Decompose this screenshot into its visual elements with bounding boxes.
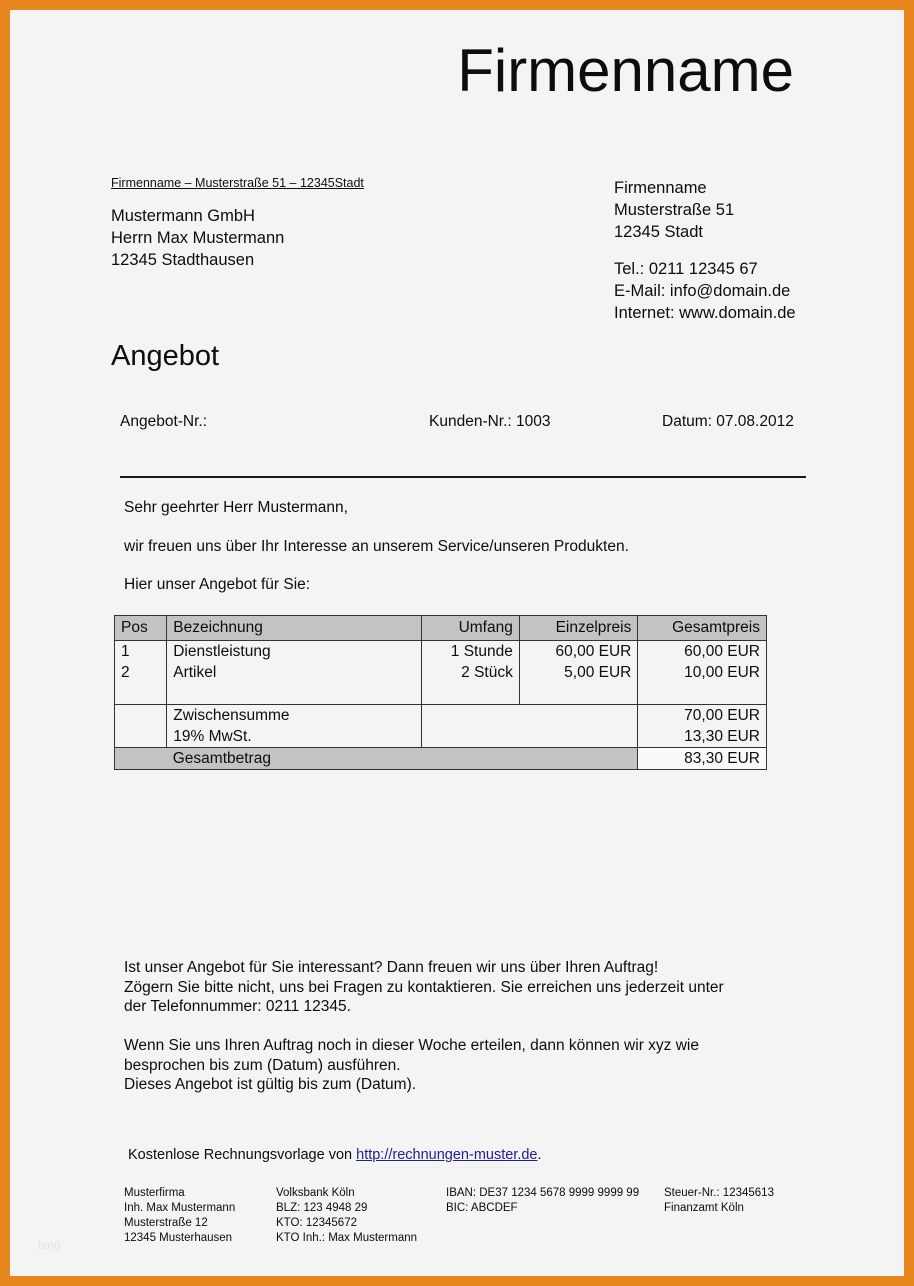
column-header-quantity: Umfang [422,616,519,641]
footer-c1-line-3: Musterstraße 12 [124,1217,208,1229]
footer-c2-line-3: KTO: 12345672 [276,1217,357,1229]
cell-total-price: 10,00 EUR [638,662,767,683]
sender-city: 12345 Stadt [614,223,703,241]
sender-name: Firmenname [614,179,707,197]
closing-p2-line-2: besprochen bis zum (Datum) ausführen. [124,1056,401,1074]
grand-total-value: 83,30 EUR [638,748,767,770]
table-header-row [115,616,767,641]
vat-unit-blank [519,726,638,748]
recipient-line-2: Herrn Max Mustermann [111,229,285,247]
closing-p2-line-3: Dieses Angebot ist gültig bis zum (Datum). [124,1076,417,1093]
spacer-quantity [422,683,519,705]
template-credit-line [128,1147,542,1163]
footer-c2-line-1: Volksbank Köln [276,1187,355,1199]
vat-pos-blank [115,726,167,748]
subtotal-unit-blank [519,705,638,727]
cell-unit-price: 60,00 EUR [519,641,638,663]
footer-column-bank [276,1186,417,1246]
footer-column-tax [664,1186,774,1216]
footer-c4-line-1: Steuer-Nr.: 12345613 [664,1187,774,1199]
closing-paragraph-1 [124,958,824,1017]
salutation: Sehr geehrter Herr Mustermann, [124,499,348,516]
cell-quantity: 2 Stück [422,662,519,683]
cell-total-price: 60,00 EUR [638,641,767,663]
grand-total-row [115,748,767,770]
column-header-pos: Pos [115,616,167,641]
table-empty-space-row [115,683,767,705]
subtotal-quantity-blank [422,705,519,727]
spacer-description [167,683,422,705]
footer-c3-line-1: IBAN: DE37 1234 5678 9999 9999 99 [446,1187,640,1199]
credit-prefix: Kostenlose Rechnungsvorlage von [128,1147,357,1163]
vat-value: 13,30 EUR [638,726,767,748]
template-source-link[interactable]: http://rechnungen-muster.de [356,1147,538,1163]
footer-c2-line-4: KTO Inh.: Max Mustermann [276,1232,418,1244]
footer-c4-line-2: Finanzamt Köln [664,1202,744,1214]
cell-pos: 1 [115,641,167,663]
cell-description: Artikel [167,662,422,683]
spacer-unit-price [519,683,638,705]
credit-suffix: . [537,1147,542,1163]
column-header-unit-price: Einzelpreis [519,616,638,641]
footer-column-iban [446,1186,639,1216]
footer-c2-line-2: BLZ: 123 4948 29 [276,1202,368,1214]
document-date: Datum: 07.08.2012 [662,413,794,430]
cell-quantity: 1 Stunde [422,641,519,663]
line-items-table [114,615,767,770]
spacer-total-price [638,683,767,705]
grand-total-label: Gesamtbetrag [167,748,422,770]
page-title: Firmenname [457,37,794,104]
column-header-description: Bezeichnung [167,616,422,641]
sender-street: Musterstraße 51 [614,201,735,219]
horizontal-divider [120,476,806,478]
footer-column-company [124,1186,235,1246]
column-header-total-price: Gesamtpreis [638,616,767,641]
watermark-label: blog [38,1238,61,1252]
customer-number: Kunden-Nr.: 1003 [429,413,551,430]
subtotal-label: Zwischensumme [167,705,422,727]
vat-quantity-blank [422,726,519,748]
subtotal-value: 70,00 EUR [638,705,767,727]
sender-internet: Internet: www.domain.de [614,304,796,322]
footer-c1-line-4: 12345 Musterhausen [124,1232,233,1244]
document-type-heading: Angebot [111,340,220,372]
footer-c1-line-1: Musterfirma [124,1187,185,1199]
closing-p1-line-3: der Telefonnummer: 0211 12345. [124,998,351,1015]
subtotal-row [115,705,767,727]
grand-total-pos-blank [115,748,167,770]
sender-email: E-Mail: info@domain.de [614,282,791,300]
grand-total-unit-blank [519,748,638,770]
intro-paragraph: wir freuen uns über Ihr Interesse an unserem Service/unseren Produkten. [124,538,629,555]
closing-paragraph-2 [124,1036,824,1095]
cell-description: Dienstleistung [167,641,422,663]
sender-phone: Tel.: 0211 12345 67 [614,260,758,278]
vat-label: 19% MwSt. [167,726,422,748]
table-row [115,662,767,683]
cell-unit-price: 5,00 EUR [519,662,638,683]
lead-in-paragraph: Hier unser Angebot für Sie: [124,576,311,593]
footer-c1-line-2: Inh. Max Mustermann [124,1202,236,1214]
recipient-line-3: 12345 Stadthausen [111,251,255,269]
recipient-address-block [111,205,284,271]
return-address-line: Firmenname – Musterstraße 51 – 12345Stadt [111,176,364,190]
table-row [115,641,767,663]
cell-pos: 2 [115,662,167,683]
recipient-line-1: Mustermann GmbH [111,207,255,225]
sender-contact-block [614,177,796,324]
grand-total-quantity-blank [422,748,519,770]
closing-p1-line-1: Ist unser Angebot für Sie interessant? Dann freuen wir uns über Ihren Auftrag! [124,959,659,976]
closing-p1-line-2: Zögern Sie bitte nicht, uns bei Fragen zu kontaktieren. Sie erreichen uns jederzeit unter [124,978,724,996]
vat-row [115,726,767,748]
page-inner [10,10,904,1276]
subtotal-pos-blank [115,705,167,727]
sender-spacer [614,243,796,258]
offer-number: Angebot-Nr.: [120,413,208,430]
footer-c3-line-2: BIC: ABCDEF [446,1202,518,1214]
spacer-pos [115,683,167,705]
closing-p2-line-1: Wenn Sie uns Ihren Auftrag noch in dieser Woche erteilen, dann können wir xyz wie [124,1037,699,1054]
